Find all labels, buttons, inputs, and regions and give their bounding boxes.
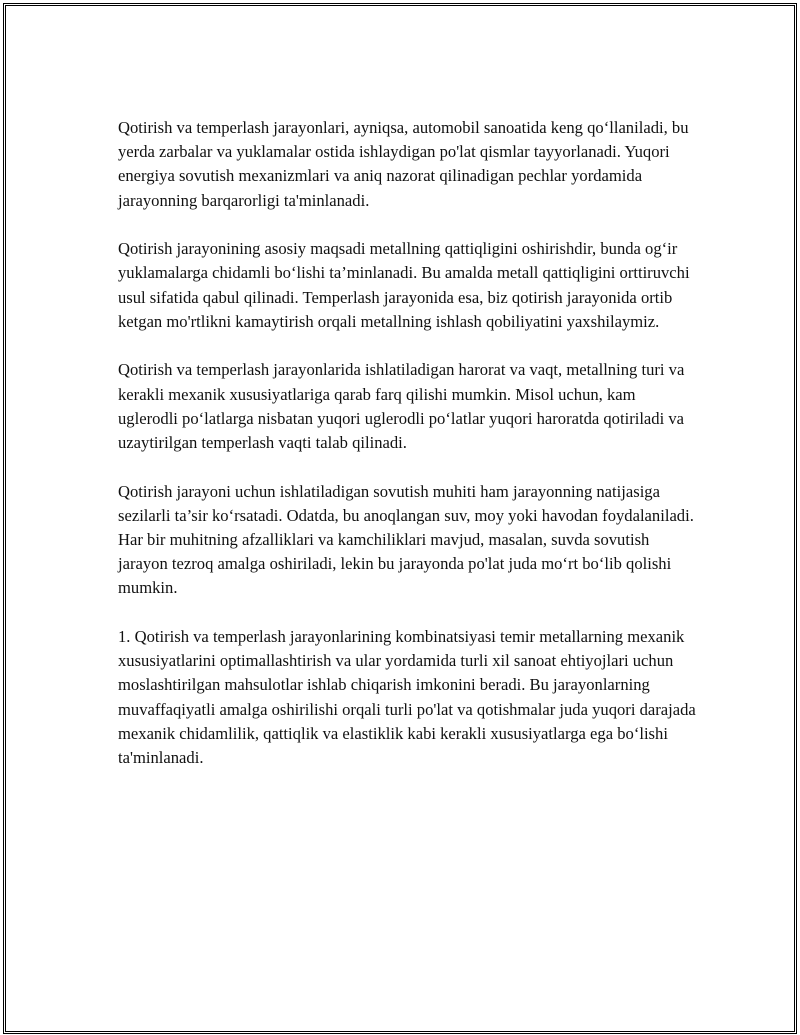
paragraph-4: Qotirish jarayoni uchun ishlatiladigan sovutish muhiti ham jarayonning natijasiga sezilarli ta’sir ko‘rsatadi. Odatda, bu anoqlangan suv, moy yoki havodan foydalaniladi. Har bir muhitning afzalliklari va kamchiliklari mavjud, masalan, suvda sovutish jarayon tezroq amalga oshiriladi, lekin bu jarayonda po'lat juda mo‘rt bo‘lib qolishi mumkin.	[118, 481, 694, 598]
paragraph-2: Qotirish jarayonining asosiy maqsadi metallning qattiqligini oshirishdir, bunda og‘ir yuklamalarga chidamli bo‘lishi ta’minlanadi. Bu amalda metall qattiqligini orttiruvchi usul sifatida qabul qilinadi. Temperlash jarayonida esa, biz qotirish jarayonida ortib ketgan mo'rtlikni kamaytirish orqali metallning ishlash qobiliyatini yaxshilaymiz.	[118, 239, 690, 331]
document-body	[118, 116, 698, 795]
paragraph-3: Qotirish va temperlash jarayonlarida ishlatiladigan harorat va vaqt, metallning turi va kerakli mexanik xususiyatlariga qarab farq qilishi mumkin. Misol uchun, kam uglerodli po‘latlarga nisbatan yuqori uglerodli po‘latlar yuqori haroratda qotiriladi va uzaytirilgan temperlash vaqti talab qilinadi.	[118, 360, 685, 453]
paragraph-5: 1. Qotirish va temperlash jarayonlarining kombinatsiyasi temir metallarning mexanik xususiyatlarini optimallashtirish va ular yordamida turli xil sanoat ehtiyojlari uchun moslashtirilgan mahsulotlar ishlab chiqarish imkonini beradi. Bu jarayonlarning muvaffaqiyatli amalga oshirilishi orqali turli po'lat va qotishmalar juda yuqori darajada mexanik chidamlilik, qattiqlik va elastiklik kabi kerakli xususiyatlarga ega bo‘lishi ta'minlanadi.	[118, 627, 696, 768]
paragraph-1: Qotirish va temperlash jarayonlari, ayniqsa, automobil sanoatida keng qo‘llaniladi, bu yerda zarbalar va yuklamalar ostida ishlaydigan po'lat qismlar tayyorlanadi. Yuqori energiya sovutish mexanizmlari va aniq nazorat qilinadigan pechlar yordamida jarayonning barqarorligi ta'minlanadi.	[118, 118, 689, 210]
